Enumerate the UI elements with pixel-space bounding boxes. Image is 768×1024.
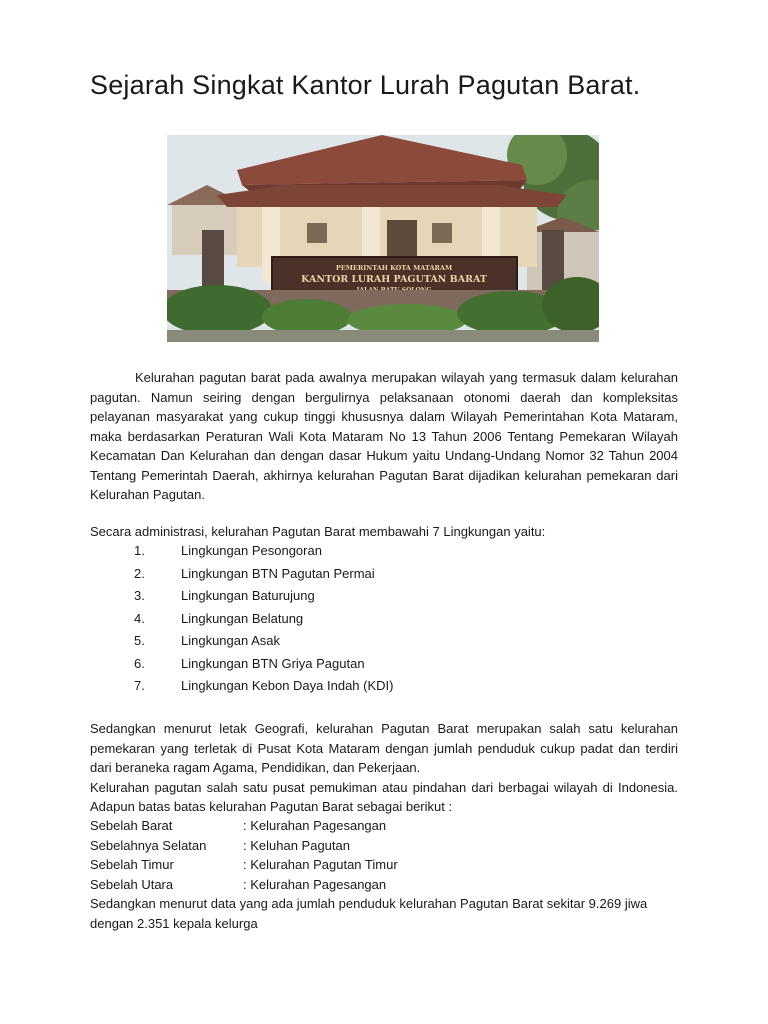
list-item [134, 630, 584, 653]
border-side: Sebelahnya Selatan [90, 837, 207, 853]
list-number: 3. [134, 588, 145, 603]
history-paragraph: Kelurahan pagutan barat pada awalnya merupakan wilayah yang termasuk dalam kelurahan pagutan. Namun seiring dengan bergulirnya pelaksanaan otonomi daerah dan kompleksitas pelayanan masyarakat yang cukup tinggi khususnya dalam Wilayah Pemerintahan Kota Mataram, maka berdasarkan Peraturan Wali Kota Mataram No 13 Tahun 2006 Tentang Pemekaran Wilayah Kecamatan Dan Kelurahan dan dengan dasar Hukum yaitu Undang-Undang Nomor 32 Tahun 2004 Tentang Pemerintah Daerah, akhirnya kelurahan Pagutan Barat dijadikan kelurahan pemekaran dari Kelurahan Pagutan. [90, 370, 678, 502]
list-number: 5. [134, 633, 145, 648]
list-item [134, 563, 584, 586]
border-value: : Kelurahan Pagutan Timur [243, 857, 398, 872]
office-building-photo [167, 135, 599, 342]
list-number: 7. [134, 678, 145, 693]
office-building-illustration [167, 135, 599, 342]
sign-line-2: KANTOR LURAH PAGUTAN BARAT [301, 274, 487, 285]
sign-line-1: PEMERINTAH KOTA MATARAM [335, 264, 453, 272]
border-side: Sebelah Timur [90, 857, 174, 872]
border-value: : Kelurahan Pagesangan [243, 876, 387, 892]
geography-section [90, 719, 678, 817]
list-label: Lingkungan BTN Griya Pagutan [181, 655, 365, 671]
list-item [134, 540, 584, 563]
list-label: Lingkungan Baturujung [181, 588, 315, 603]
list-item [134, 608, 584, 631]
borders-intro: Kelurahan pagutan salah satu pusat pemukiman atau pindahan dari berbagai wilayah di Indonesia. Adapun batas batas kelurahan Pagutan Barat sebagai berikut : [90, 779, 678, 814]
list-label: Lingkungan BTN Pagutan Permai [181, 565, 375, 581]
border-value: : Keluhan Pagutan [243, 837, 350, 853]
list-item [134, 653, 584, 676]
list-number: 2. [134, 565, 145, 581]
border-row [90, 855, 398, 875]
lingkungan-list [134, 540, 584, 698]
list-number: 4. [134, 610, 145, 626]
border-row [90, 836, 398, 856]
list-number: 6. [134, 655, 145, 671]
borders-table [90, 816, 398, 894]
administration-intro: Secara administrasi, kelurahan Pagutan Barat membawahi 7 Lingkungan yaitu: [90, 524, 546, 539]
list-item [134, 585, 584, 608]
population-paragraph: Sedangkan menurut data yang ada jumlah penduduk kelurahan Pagutan Barat sekitar 9.269 jiwa dengan 2.351 kepala kelurga [90, 896, 648, 931]
list-label: Lingkungan Asak [181, 633, 281, 648]
list-label: Lingkungan Belatung [181, 610, 304, 626]
border-row [90, 875, 398, 895]
page-title: Sejarah Singkat Kantor Lurah Pagutan Barat. [90, 70, 641, 100]
list-item [134, 675, 584, 698]
border-side: Sebelah Barat [90, 818, 173, 833]
list-label: Lingkungan Kebon Daya Indah (KDI) [181, 678, 394, 693]
list-label: Lingkungan Pesongoran [181, 543, 322, 558]
geography-paragraph: Sedangkan menurut letak Geografi, kelurahan Pagutan Barat merupakan salah satu kelurahan pemekaran yang terletak di Pusat Kota Mataram dengan jumlah penduduk cukup padat dan terdiri dari beraneka ragam Agama, Pendidikan, dan Pekerjaan. [90, 721, 678, 775]
border-side: Sebelah Utara [90, 876, 174, 892]
border-value: : Kelurahan Pagesangan [243, 818, 387, 833]
border-row [90, 816, 398, 836]
list-number: 1. [134, 543, 145, 558]
